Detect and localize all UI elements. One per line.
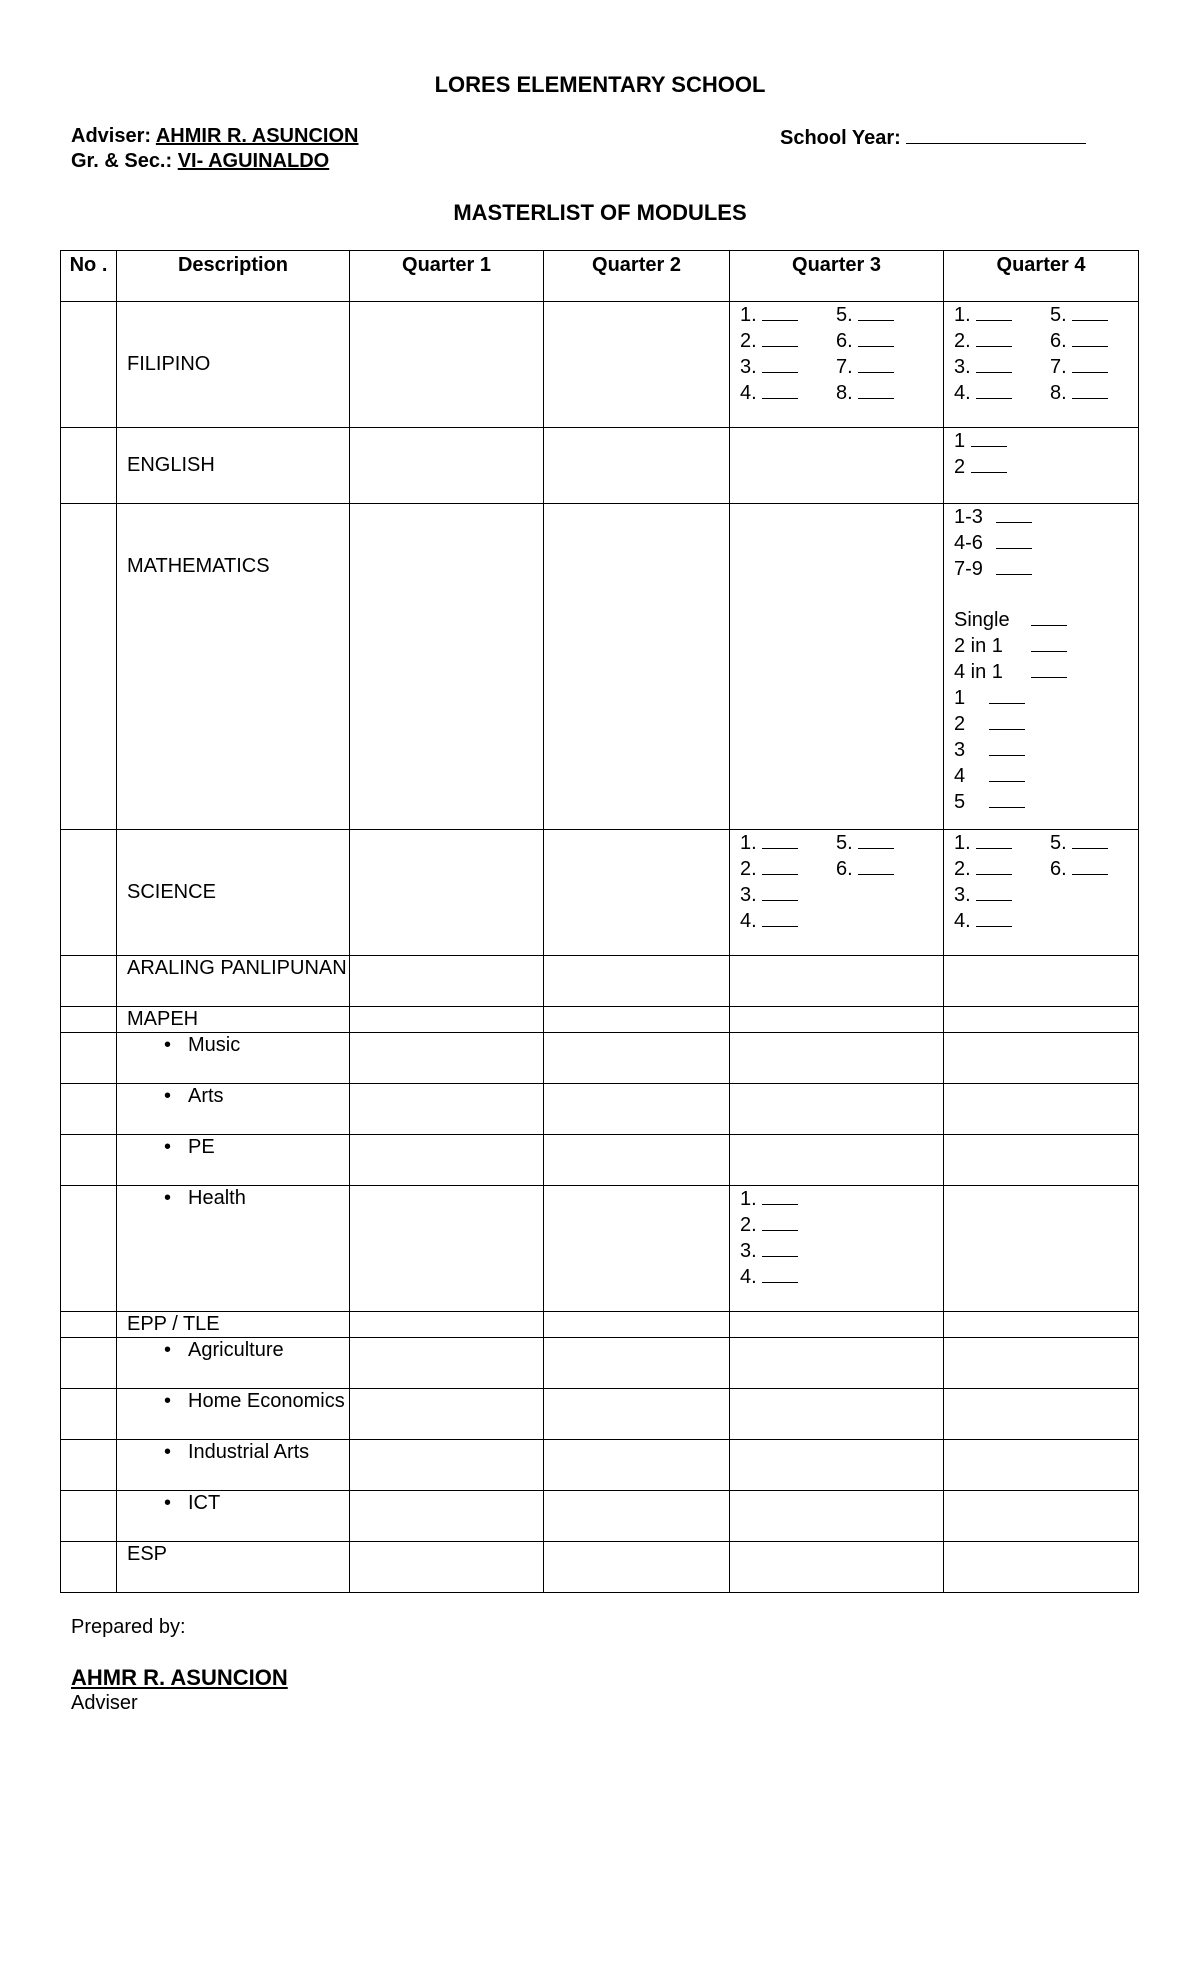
subject-music bbox=[117, 1033, 350, 1084]
row-number-cell bbox=[61, 1542, 117, 1593]
mathematics-quarter-4-checklist bbox=[944, 504, 1139, 830]
item-number: 6. bbox=[836, 858, 853, 880]
table-row bbox=[61, 1007, 1139, 1033]
subject-pe bbox=[117, 1135, 350, 1186]
quarter-4-cell bbox=[944, 1389, 1139, 1440]
item-number: 5. bbox=[836, 832, 853, 854]
header-quarter-2: Quarter 2 bbox=[544, 251, 730, 302]
quarter-1-cell bbox=[350, 1033, 544, 1084]
adviser-line bbox=[71, 125, 358, 148]
quarter-2-cell bbox=[544, 1186, 730, 1312]
modules-table bbox=[60, 250, 1139, 1593]
check-blank bbox=[762, 830, 798, 849]
item-number: 3. bbox=[740, 356, 757, 378]
row-number-cell bbox=[61, 1440, 117, 1491]
item-number: 5. bbox=[1050, 304, 1067, 326]
quarter-4-cell bbox=[944, 1084, 1139, 1135]
check-blank bbox=[996, 556, 1032, 575]
preparer-role: Adviser bbox=[71, 1692, 138, 1714]
check-blank bbox=[762, 354, 798, 373]
row-number-cell bbox=[61, 428, 117, 504]
subject-mathematics: MATHEMATICS bbox=[117, 504, 350, 830]
row-number-cell bbox=[61, 1135, 117, 1186]
section-line bbox=[71, 150, 329, 173]
item-number: 5. bbox=[1050, 832, 1067, 854]
science-quarter-3-checklist bbox=[730, 830, 944, 956]
school-year-line bbox=[780, 125, 1086, 150]
section-value: VI- AGUINALDO bbox=[177, 150, 330, 172]
row-number-cell bbox=[61, 830, 117, 956]
check-blank bbox=[858, 302, 894, 321]
quarter-4-cell bbox=[944, 1033, 1139, 1084]
row-number-cell bbox=[61, 1084, 117, 1135]
subject-label: Home Economics bbox=[188, 1390, 345, 1412]
quarter-2-cell bbox=[544, 1007, 730, 1033]
school-name: LORES ELEMENTARY SCHOOL bbox=[434, 72, 766, 97]
item-label: Single bbox=[954, 609, 1010, 631]
subject-health bbox=[117, 1186, 350, 1312]
quarter-3-cell bbox=[730, 1338, 944, 1389]
quarter-1-cell bbox=[350, 1186, 544, 1312]
check-blank bbox=[762, 856, 798, 875]
item-number: 5. bbox=[836, 304, 853, 326]
quarter-2-cell bbox=[544, 1033, 730, 1084]
bullet-icon: • bbox=[164, 1187, 172, 1209]
quarter-2-cell bbox=[544, 1338, 730, 1389]
quarter-3-cell bbox=[730, 1135, 944, 1186]
adviser-name: AHMIR R. ASUNCION bbox=[155, 125, 359, 147]
table-row bbox=[61, 1542, 1139, 1593]
item-number: 3. bbox=[954, 884, 971, 906]
item-number: 8. bbox=[1050, 382, 1067, 404]
subject-label: ICT bbox=[188, 1492, 221, 1514]
section-label: Gr. & Sec.: bbox=[71, 150, 173, 172]
quarter-1-cell bbox=[350, 1312, 544, 1338]
quarter-1-cell bbox=[350, 830, 544, 956]
school-year-blank bbox=[906, 125, 1086, 144]
item-number: 1. bbox=[954, 832, 971, 854]
check-blank bbox=[1072, 302, 1108, 321]
check-blank bbox=[762, 1238, 798, 1257]
quarter-3-cell bbox=[730, 956, 944, 1007]
table-row bbox=[61, 830, 1139, 956]
check-blank bbox=[1072, 328, 1108, 347]
quarter-3-cell bbox=[730, 1033, 944, 1084]
item-number: 4. bbox=[740, 910, 757, 932]
filipino-quarter-4-checklist bbox=[944, 302, 1139, 428]
header-quarter-4: Quarter 4 bbox=[944, 251, 1139, 302]
bullet-icon: • bbox=[164, 1339, 172, 1361]
item-number: 1 bbox=[954, 430, 966, 452]
row-number-cell bbox=[61, 1033, 117, 1084]
table-row bbox=[61, 1033, 1139, 1084]
quarter-2-cell bbox=[544, 1312, 730, 1338]
check-blank bbox=[976, 882, 1012, 901]
item-number: 4. bbox=[954, 382, 971, 404]
check-blank bbox=[762, 1212, 798, 1231]
check-blank bbox=[989, 763, 1025, 782]
adviser-label: Adviser: bbox=[71, 125, 152, 147]
quarter-4-cell bbox=[944, 956, 1139, 1007]
check-blank bbox=[858, 328, 894, 347]
bullet-icon: • bbox=[164, 1034, 172, 1056]
item-number: 2. bbox=[954, 330, 971, 352]
item-number: 2. bbox=[740, 1214, 757, 1236]
header-no: No . bbox=[61, 251, 117, 302]
quarter-2-cell bbox=[544, 1135, 730, 1186]
check-blank bbox=[1072, 830, 1108, 849]
item-number: 3. bbox=[740, 884, 757, 906]
table-row bbox=[61, 1084, 1139, 1135]
quarter-1-cell bbox=[350, 1542, 544, 1593]
check-blank bbox=[976, 380, 1012, 399]
subject-label: Health bbox=[188, 1187, 246, 1209]
quarter-2-cell bbox=[544, 830, 730, 956]
school-year-label: School Year: bbox=[780, 127, 901, 149]
quarter-3-cell bbox=[730, 1312, 944, 1338]
check-blank bbox=[762, 328, 798, 347]
item-number: 4. bbox=[740, 1266, 757, 1288]
table-row bbox=[61, 1440, 1139, 1491]
quarter-2-cell bbox=[544, 1389, 730, 1440]
check-blank bbox=[1072, 856, 1108, 875]
table-row bbox=[61, 1389, 1139, 1440]
row-number-cell bbox=[61, 1186, 117, 1312]
quarter-4-cell bbox=[944, 1542, 1139, 1593]
check-blank bbox=[976, 908, 1012, 927]
subject-agriculture bbox=[117, 1338, 350, 1389]
item-number: 4. bbox=[740, 382, 757, 404]
quarter-1-cell bbox=[350, 1007, 544, 1033]
check-blank bbox=[989, 737, 1025, 756]
bullet-icon: • bbox=[164, 1390, 172, 1412]
check-blank bbox=[976, 856, 1012, 875]
item-number: 2. bbox=[740, 330, 757, 352]
quarter-1-cell bbox=[350, 428, 544, 504]
item-label: 3 bbox=[954, 739, 966, 761]
row-number-cell bbox=[61, 1338, 117, 1389]
preparer-name: AHMR R. ASUNCION bbox=[71, 1665, 288, 1690]
quarter-4-cell bbox=[944, 1135, 1139, 1186]
quarter-4-cell bbox=[944, 1312, 1139, 1338]
table-row bbox=[61, 1312, 1139, 1338]
item-number: 6. bbox=[1050, 858, 1067, 880]
check-blank bbox=[1031, 659, 1067, 678]
row-number-cell bbox=[61, 956, 117, 1007]
check-blank bbox=[1072, 380, 1108, 399]
table-row bbox=[61, 504, 1139, 830]
quarter-3-cell bbox=[730, 504, 944, 830]
quarter-2-cell bbox=[544, 1491, 730, 1542]
subject-label: Agriculture bbox=[188, 1339, 284, 1361]
filipino-quarter-3-checklist bbox=[730, 302, 944, 428]
quarter-1-cell bbox=[350, 1440, 544, 1491]
subject-araling-panlipunan: ARALING PANLIPUNAN bbox=[117, 956, 350, 1007]
quarter-3-cell bbox=[730, 1542, 944, 1593]
subject-label: Arts bbox=[188, 1085, 224, 1107]
quarter-4-cell bbox=[944, 1007, 1139, 1033]
quarter-1-cell bbox=[350, 1491, 544, 1542]
item-label: 2 bbox=[954, 713, 966, 735]
check-blank bbox=[762, 302, 798, 321]
check-blank bbox=[858, 380, 894, 399]
check-blank bbox=[762, 882, 798, 901]
item-number: 8. bbox=[836, 382, 853, 404]
table-row bbox=[61, 1491, 1139, 1542]
item-number: 3. bbox=[954, 356, 971, 378]
quarter-1-cell bbox=[350, 504, 544, 830]
check-blank bbox=[858, 354, 894, 373]
english-quarter-4-checklist bbox=[944, 428, 1139, 504]
subject-epp-tle: EPP / TLE bbox=[117, 1312, 350, 1338]
table-header-row bbox=[61, 251, 1139, 302]
item-label: 5 bbox=[954, 791, 966, 813]
table-row bbox=[61, 1135, 1139, 1186]
quarter-2-cell bbox=[544, 504, 730, 830]
quarter-4-cell bbox=[944, 1440, 1139, 1491]
subject-arts bbox=[117, 1084, 350, 1135]
quarter-2-cell bbox=[544, 1084, 730, 1135]
check-blank bbox=[858, 856, 894, 875]
quarter-4-cell bbox=[944, 1186, 1139, 1312]
subject-label: Industrial Arts bbox=[188, 1441, 310, 1463]
check-blank bbox=[996, 504, 1032, 523]
check-blank bbox=[1031, 607, 1067, 626]
health-quarter-3-checklist bbox=[730, 1186, 944, 1312]
item-number: 1. bbox=[740, 832, 757, 854]
check-blank bbox=[976, 830, 1012, 849]
check-blank bbox=[1072, 354, 1108, 373]
table-row bbox=[61, 956, 1139, 1007]
quarter-3-cell bbox=[730, 1491, 944, 1542]
item-number: 1. bbox=[740, 1188, 757, 1210]
header-quarter-3: Quarter 3 bbox=[730, 251, 944, 302]
quarter-3-cell bbox=[730, 1440, 944, 1491]
table-row bbox=[61, 1186, 1139, 1312]
bullet-icon: • bbox=[164, 1136, 172, 1158]
bullet-icon: • bbox=[164, 1492, 172, 1514]
quarter-3-cell bbox=[730, 1389, 944, 1440]
check-blank bbox=[762, 1186, 798, 1205]
subject-esp: ESP bbox=[117, 1542, 350, 1593]
check-blank bbox=[976, 302, 1012, 321]
quarter-2-cell bbox=[544, 428, 730, 504]
quarter-3-cell bbox=[730, 1007, 944, 1033]
row-number-cell bbox=[61, 1007, 117, 1033]
subject-home-economics bbox=[117, 1389, 350, 1440]
quarter-4-cell bbox=[944, 1338, 1139, 1389]
row-number-cell bbox=[61, 1312, 117, 1338]
quarter-1-cell bbox=[350, 1338, 544, 1389]
quarter-2-cell bbox=[544, 1440, 730, 1491]
item-number: 4. bbox=[954, 910, 971, 932]
item-number: 2. bbox=[954, 858, 971, 880]
check-blank bbox=[996, 530, 1032, 549]
item-number: 2 bbox=[954, 456, 966, 478]
quarter-1-cell bbox=[350, 302, 544, 428]
table-row bbox=[61, 428, 1139, 504]
subject-label: PE bbox=[188, 1136, 215, 1158]
subject-science: SCIENCE bbox=[117, 830, 350, 956]
item-number: 6. bbox=[1050, 330, 1067, 352]
item-number: 6. bbox=[836, 330, 853, 352]
item-number: 3. bbox=[740, 1240, 757, 1262]
table-row bbox=[61, 302, 1139, 428]
subject-english: ENGLISH bbox=[117, 428, 350, 504]
item-label: 4 bbox=[954, 765, 966, 787]
header-description: Description bbox=[117, 251, 350, 302]
check-blank bbox=[762, 380, 798, 399]
subject-filipino: FILIPINO bbox=[117, 302, 350, 428]
document-title: MASTERLIST OF MODULES bbox=[453, 200, 747, 225]
check-blank bbox=[858, 830, 894, 849]
item-number: 1. bbox=[954, 304, 971, 326]
item-number: 7. bbox=[1050, 356, 1067, 378]
quarter-2-cell bbox=[544, 1542, 730, 1593]
item-label: 1 bbox=[954, 687, 966, 709]
quarter-1-cell bbox=[350, 1084, 544, 1135]
item-label: 1-3 bbox=[954, 506, 983, 528]
check-blank bbox=[989, 789, 1025, 808]
subject-industrial-arts bbox=[117, 1440, 350, 1491]
row-number-cell bbox=[61, 302, 117, 428]
quarter-4-cell bbox=[944, 1491, 1139, 1542]
item-label: 4 in 1 bbox=[954, 661, 1003, 683]
item-number: 1. bbox=[740, 304, 757, 326]
check-blank bbox=[762, 908, 798, 927]
bullet-icon: • bbox=[164, 1441, 172, 1463]
check-blank bbox=[989, 711, 1025, 730]
quarter-2-cell bbox=[544, 302, 730, 428]
row-number-cell bbox=[61, 504, 117, 830]
quarter-1-cell bbox=[350, 1389, 544, 1440]
subject-mapeh: MAPEH bbox=[117, 1007, 350, 1033]
quarter-3-cell bbox=[730, 1084, 944, 1135]
item-label: 7-9 bbox=[954, 558, 983, 580]
check-blank bbox=[971, 454, 1007, 473]
quarter-1-cell bbox=[350, 956, 544, 1007]
check-blank bbox=[1031, 633, 1067, 652]
quarter-2-cell bbox=[544, 956, 730, 1007]
item-label: 4-6 bbox=[954, 532, 983, 554]
item-number: 7. bbox=[836, 356, 853, 378]
row-number-cell bbox=[61, 1389, 117, 1440]
item-label: 2 in 1 bbox=[954, 635, 1003, 657]
prepared-by-label: Prepared by: bbox=[71, 1616, 186, 1638]
check-blank bbox=[971, 428, 1007, 447]
quarter-1-cell bbox=[350, 1135, 544, 1186]
header-quarter-1: Quarter 1 bbox=[350, 251, 544, 302]
check-blank bbox=[976, 328, 1012, 347]
table-row bbox=[61, 1338, 1139, 1389]
check-blank bbox=[989, 685, 1025, 704]
item-number: 2. bbox=[740, 858, 757, 880]
row-number-cell bbox=[61, 1491, 117, 1542]
check-blank bbox=[976, 354, 1012, 373]
subject-label: Music bbox=[188, 1034, 241, 1056]
quarter-3-cell bbox=[730, 428, 944, 504]
subject-ict bbox=[117, 1491, 350, 1542]
science-quarter-4-checklist bbox=[944, 830, 1139, 956]
check-blank bbox=[762, 1264, 798, 1283]
bullet-icon: • bbox=[164, 1085, 172, 1107]
